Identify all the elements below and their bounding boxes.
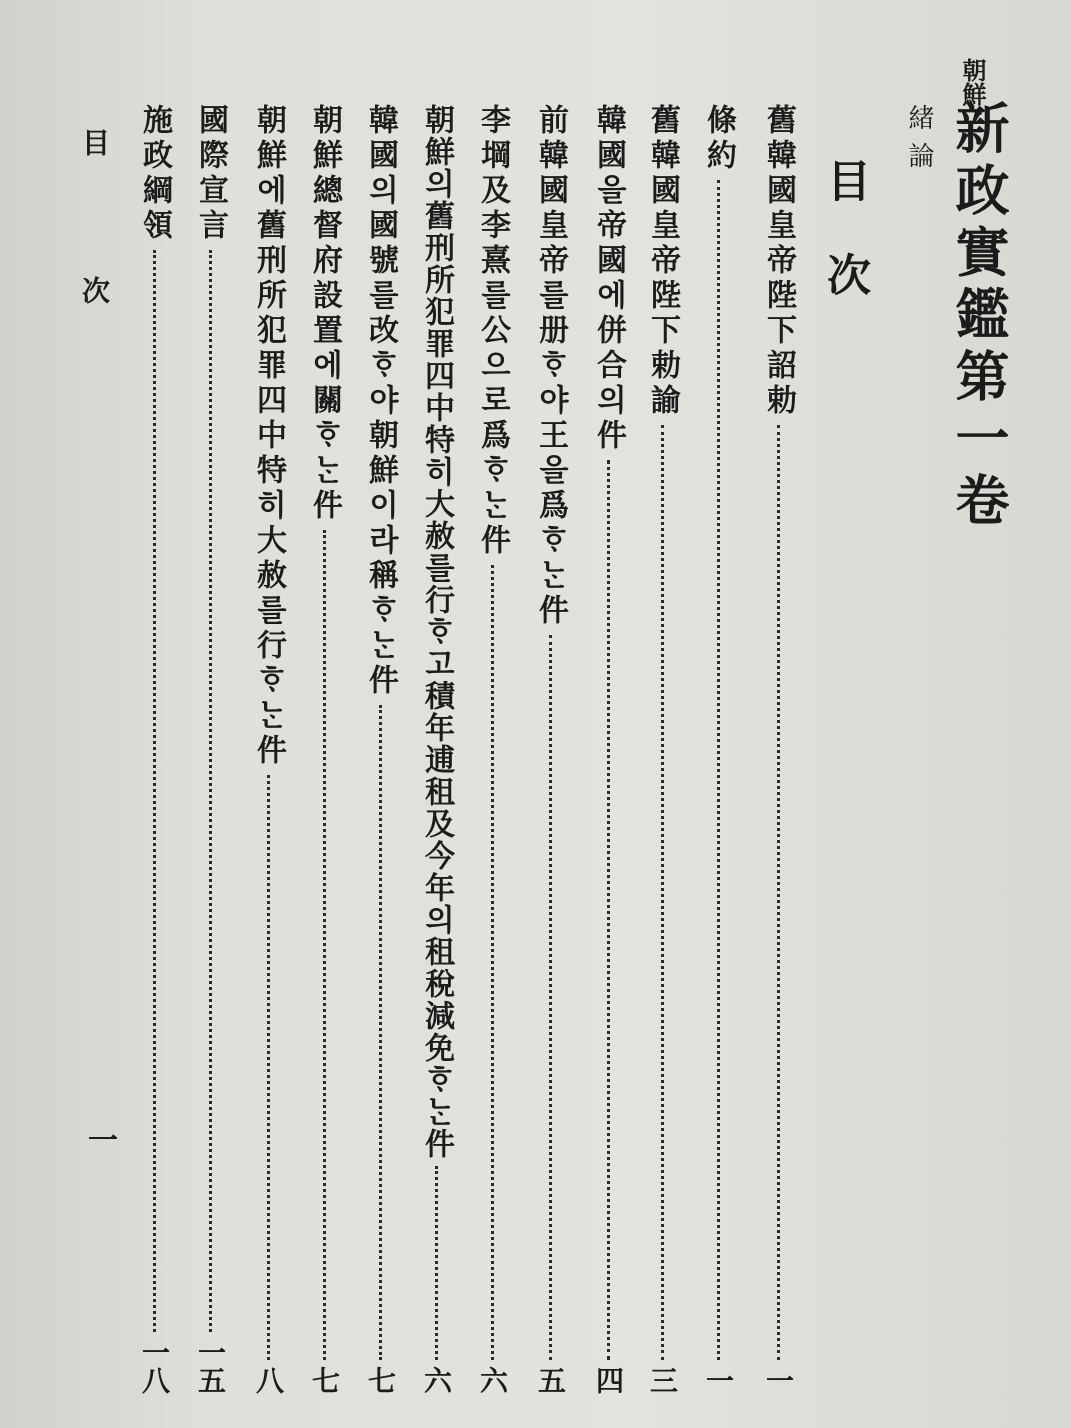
intro-heading: 緒論 [904, 104, 934, 180]
toc-entry-title: 舊韓國皇帝陛下勅諭 [645, 104, 680, 419]
toc-entry-title: 國際宣言 [193, 104, 228, 244]
leader-dots [549, 635, 552, 1360]
toc-entry-page: 一 [702, 1366, 735, 1394]
leader-dots [435, 1166, 438, 1360]
toc-entry [192, 104, 228, 1394]
toc-entry-title: 舊韓國皇帝陛下詔勅 [761, 104, 796, 419]
leader-dots [607, 460, 610, 1360]
running-head: 目次 [78, 128, 111, 424]
leader-dots [717, 180, 720, 1360]
toc-entry-page: 六 [420, 1366, 453, 1394]
toc-entry-title: 施政綱領 [137, 104, 172, 244]
toc-entry [644, 104, 680, 1394]
toc-entry-page: 三 [646, 1366, 679, 1394]
leader-dots [777, 425, 780, 1360]
toc-entry-page: 六 [476, 1366, 509, 1394]
toc-entry [760, 104, 796, 1394]
toc-entry-title: 條約 [701, 104, 736, 174]
book-title: 新政實鑑第一卷 [947, 100, 1011, 534]
leader-dots [267, 775, 270, 1360]
toc-entry-page: 一五 [194, 1338, 227, 1394]
toc-entry-page: 五 [534, 1366, 567, 1394]
toc-entry-page: 四 [592, 1366, 625, 1394]
leader-dots [379, 705, 382, 1360]
toc-heading: 目次 [819, 158, 870, 346]
toc-entry [418, 104, 454, 1394]
toc-entry-title: 朝鮮의舊刑所犯罪四中特히大赦를行ᄒᆞ고積年逋租及今年의租稅減免ᄒᆞᄂᆞᆫ件 [419, 104, 454, 1160]
leader-dots [661, 425, 664, 1360]
toc-entry-page: 一八 [138, 1338, 171, 1394]
toc-entry-title: 朝鮮에舊刑所犯罪四中特히大赦를行ᄒᆞᄂᆞᆫ件 [251, 104, 286, 769]
leader-dots [491, 565, 494, 1360]
toc-entry [250, 104, 286, 1394]
toc-entry-title: 朝鮮總督府設置에關ᄒᆞᄂᆞᆫ件 [307, 104, 342, 524]
toc-entry-page: 一 [762, 1366, 795, 1394]
toc-entry [700, 104, 736, 1394]
toc-entry-title: 韓國을帝國에併合의件 [591, 104, 626, 454]
toc-entry-page: 七 [364, 1366, 397, 1394]
toc-entry-title: 韓國의國號를改ᄒᆞ야朝鮮이라稱ᄒᆞᄂᆞᆫ件 [363, 104, 398, 699]
toc-entry-title: 李堈及李熹를公으로爲ᄒᆞᄂᆞᆫ件 [475, 104, 510, 559]
toc-entry [136, 104, 172, 1394]
toc-entry-title: 前韓國皇帝를册ᄒᆞ야王을爲ᄒᆞᄂᆞᆫ件 [533, 104, 568, 629]
series-label: 朝鮮 [958, 58, 987, 106]
leader-dots [153, 250, 156, 1332]
toc-entry-page: 八 [252, 1366, 285, 1394]
toc-entry [474, 104, 510, 1394]
page-number: 一 [82, 1124, 117, 1154]
toc-entry-page: 七 [308, 1366, 341, 1394]
leader-dots [323, 530, 326, 1360]
toc-entry [362, 104, 398, 1394]
toc-entry [590, 104, 626, 1394]
leader-dots [209, 250, 212, 1332]
toc-entry [532, 104, 568, 1394]
toc-entry [306, 104, 342, 1394]
